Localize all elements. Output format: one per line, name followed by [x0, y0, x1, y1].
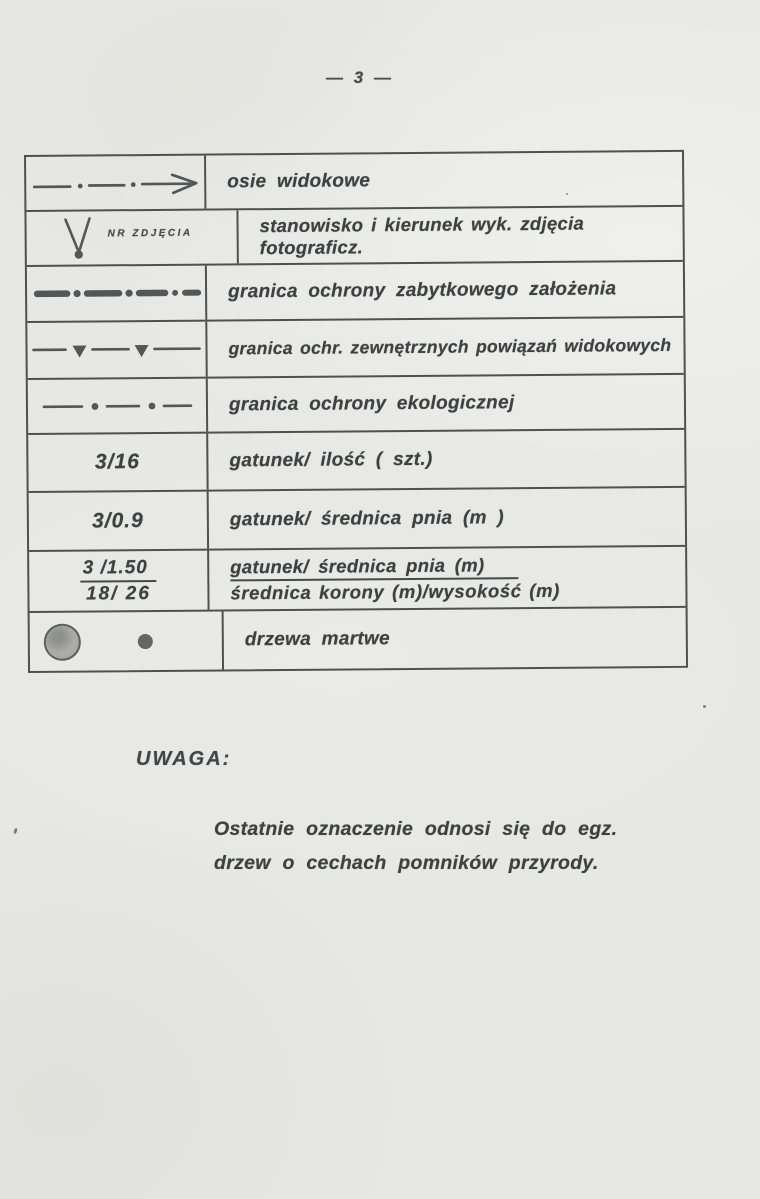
legend-label: stanowisko i kierunek wyk. zdjęcia fotograficz.	[259, 212, 585, 258]
note-line: drzew o cechach pomników przyrody.	[214, 851, 599, 874]
dead-tree-large-circle-icon	[44, 623, 81, 660]
legend-row-view-axes	[26, 152, 682, 212]
legend-row-ecological-boundary	[28, 375, 684, 435]
legend-row-monument-boundary	[27, 262, 683, 323]
view-axis-dash-dot-arrow-icon	[26, 156, 206, 210]
thin-dash-dot-line-icon	[28, 379, 208, 433]
legend-table	[24, 150, 688, 673]
photo-station-v-icon	[26, 210, 238, 265]
species-count-code: 3/16	[94, 450, 140, 474]
legend-label: granica ochrony zabytkowego założenia	[227, 278, 617, 303]
legend-label: granica ochr. zewnętrznych powiązań widokowych	[228, 334, 672, 359]
legend-row-species-count	[28, 430, 684, 493]
legend-label: osie widokowe	[227, 169, 371, 192]
legend-label: gatunek/ średnica pnia (m )	[229, 506, 505, 530]
legend-label: gatunek/ ilość ( szt.)	[229, 448, 433, 472]
note-heading: UWAGA:	[136, 748, 232, 770]
photo-number-caption: NR ZDJĘCIA	[107, 227, 193, 240]
dash-triangle-line-icon	[27, 322, 207, 378]
paper-speck	[703, 705, 706, 708]
legend-row-dead-trees	[30, 608, 686, 671]
legend-row-outer-views-boundary	[27, 318, 683, 380]
legend-row-photo-station	[26, 207, 682, 267]
legend-label: granica ochrony ekologicznej	[228, 391, 515, 415]
dead-tree-small-circle-icon	[138, 634, 153, 649]
legend-row-species-trunk	[29, 488, 685, 552]
paper-speck	[13, 828, 18, 835]
species-trunk-code: 3/0.9	[91, 508, 144, 532]
fraction-denominator: 18/ 26	[85, 583, 151, 605]
paper-speck	[566, 193, 568, 195]
note-line: Ostatnie oznaczenie odnosi się do egz.	[214, 818, 618, 840]
page-number: — 3 —	[326, 68, 394, 87]
legend-label-bottom: średnica korony (m)/wysokość (m)	[230, 579, 561, 603]
bold-dash-dot-line-icon	[27, 266, 207, 321]
legend-row-species-full-dims	[29, 547, 685, 613]
fraction-numerator: 3 /1.50	[81, 556, 156, 583]
legend-label: drzewa martwe	[244, 628, 391, 651]
note-body	[214, 813, 617, 880]
legend-label-top: gatunek/ średnica pnia (m)	[230, 554, 518, 581]
species-dims-fraction	[81, 556, 156, 606]
